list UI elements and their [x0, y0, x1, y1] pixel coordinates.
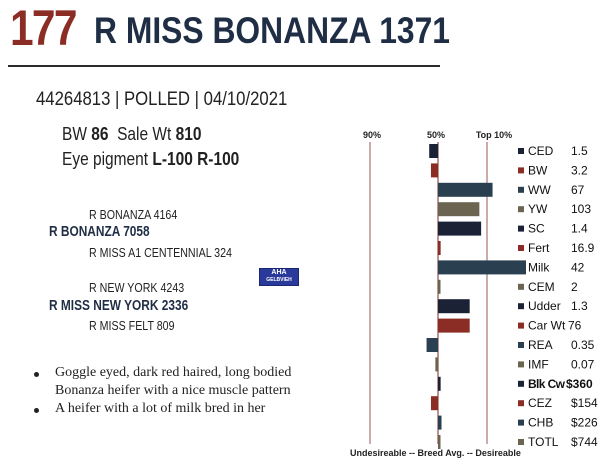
epd-bar: [438, 435, 441, 449]
legend-marker: [518, 381, 524, 387]
epd-value: $360: [566, 376, 593, 391]
epd-value: $154: [571, 396, 598, 411]
lot-number: 177: [10, 0, 76, 56]
animal-name: R MISS BONANZA 1371: [94, 10, 450, 51]
header-divider: [8, 65, 440, 67]
epd-bar: [438, 222, 481, 236]
legend-marker: [518, 361, 524, 367]
pedigree-sire: R BONANZA 7058: [49, 224, 150, 240]
legend-marker: [518, 439, 524, 445]
epd-value: 1.5: [571, 144, 588, 158]
epd-trait-label: Milk: [528, 260, 550, 275]
eye-pigment-line: [62, 149, 239, 170]
pedigree-dam-sire: R NEW YORK 4243: [89, 280, 185, 295]
sale-wt-value: 810: [175, 124, 202, 144]
bw-label: BW: [62, 124, 87, 144]
epd-bar: [431, 396, 438, 410]
tick-label: 50%: [426, 130, 446, 140]
epd-value: $744: [571, 435, 598, 449]
epd-trait-label: TOTL: [528, 435, 559, 449]
legend-marker: [518, 148, 524, 154]
epd-trait-label: CEZ: [528, 396, 552, 411]
epd-bar: [438, 319, 470, 333]
epd-bar-chart: [340, 126, 606, 466]
legend-marker: [518, 303, 524, 309]
epd-value: 3.2: [571, 163, 588, 178]
epd-trait-label: WW: [528, 182, 551, 197]
epd-bar: [429, 144, 438, 158]
epd-bar: [438, 183, 493, 197]
epd-bar: [427, 338, 438, 352]
registration-line: 44264813 | POLLED | 04/10/2021: [36, 89, 288, 110]
epd-trait-label: YW: [528, 202, 548, 217]
epd-bar: [438, 377, 441, 391]
epd-bar: [431, 163, 438, 177]
epd-value: 1.3: [571, 299, 588, 314]
legend-marker: [518, 400, 524, 406]
legend-marker: [518, 342, 524, 348]
legend-marker: [518, 187, 524, 193]
epd-trait-label: Blk Cw: [528, 376, 565, 391]
epd-value: 67: [571, 182, 585, 197]
eye-pigment-right: R-100: [197, 149, 240, 169]
epd-trait-label: CEM: [528, 279, 555, 294]
epd-trait-label: Fert: [528, 241, 550, 255]
epd-trait-label: Car Wt: [528, 318, 566, 333]
epd-bar: [438, 416, 442, 430]
comment-bullet-1: Goggle eyed, dark red haired, long bodied Bonanza heifer with a nice muscle pattern: [55, 365, 292, 398]
bw-value: 86: [91, 124, 109, 144]
legend-marker: [518, 167, 524, 173]
bullet-marker: [34, 408, 39, 413]
epd-trait-label: IMF: [528, 357, 549, 372]
legend-marker: [518, 206, 524, 212]
epd-value: 1.4: [571, 221, 588, 236]
tick-label: Top 10%: [475, 130, 513, 140]
sale-wt-label: Sale Wt: [117, 124, 172, 144]
aha-logo-text: AHA: [271, 269, 287, 276]
epd-trait-label: REA: [528, 338, 553, 352]
epd-bar: [438, 202, 479, 216]
eye-pigment-left: L-100: [152, 149, 193, 169]
aha-logo-subtext: GELBVIEH: [266, 277, 292, 283]
legend-marker: [518, 323, 524, 329]
epd-bar: [438, 241, 441, 255]
eye-pigment-label: Eye pigment: [62, 149, 149, 169]
comment-bullet-2: A heifer with a lot of milk bred in her: [55, 401, 266, 416]
pedigree-dam-dam: R MISS FELT 809: [89, 318, 175, 333]
epd-value: 103: [571, 202, 592, 217]
weight-line: [62, 124, 201, 145]
pedigree-sire-sire: R BONANZA 4164: [89, 207, 178, 222]
epd-value: $226: [571, 415, 598, 430]
legend-marker: [518, 226, 524, 232]
bullet-marker: [34, 372, 39, 377]
pedigree-sire-dam: R MISS A1 CENTENNIAL 324: [89, 245, 232, 260]
legend-marker: [518, 420, 524, 426]
epd-bar: [438, 260, 526, 274]
epd-trait-label: Udder: [528, 299, 561, 314]
epd-value: 2: [571, 279, 578, 294]
epd-value: 76: [568, 318, 582, 333]
epd-value: 0.35: [571, 338, 595, 352]
tick-label: 90%: [362, 130, 382, 140]
epd-bar: [435, 357, 438, 371]
pedigree-dam: R MISS NEW YORK 2336: [49, 298, 189, 314]
epd-trait-label: CED: [528, 144, 554, 158]
epd-trait-label: SC: [528, 221, 545, 236]
legend-marker: [518, 264, 524, 270]
legend-marker: [518, 284, 524, 290]
legend-marker: [518, 245, 524, 251]
epd-value: 42: [571, 260, 585, 275]
chart-footer: Undesireable -- Breed Avg. -- Desireable: [350, 448, 521, 458]
aha-logo: [259, 268, 299, 286]
epd-value: 0.07: [571, 357, 595, 372]
epd-trait-label: BW: [528, 163, 548, 178]
epd-trait-label: CHB: [528, 415, 554, 430]
epd-bar: [438, 299, 470, 313]
epd-bar: [438, 280, 441, 294]
epd-value: 16.9: [571, 241, 595, 255]
